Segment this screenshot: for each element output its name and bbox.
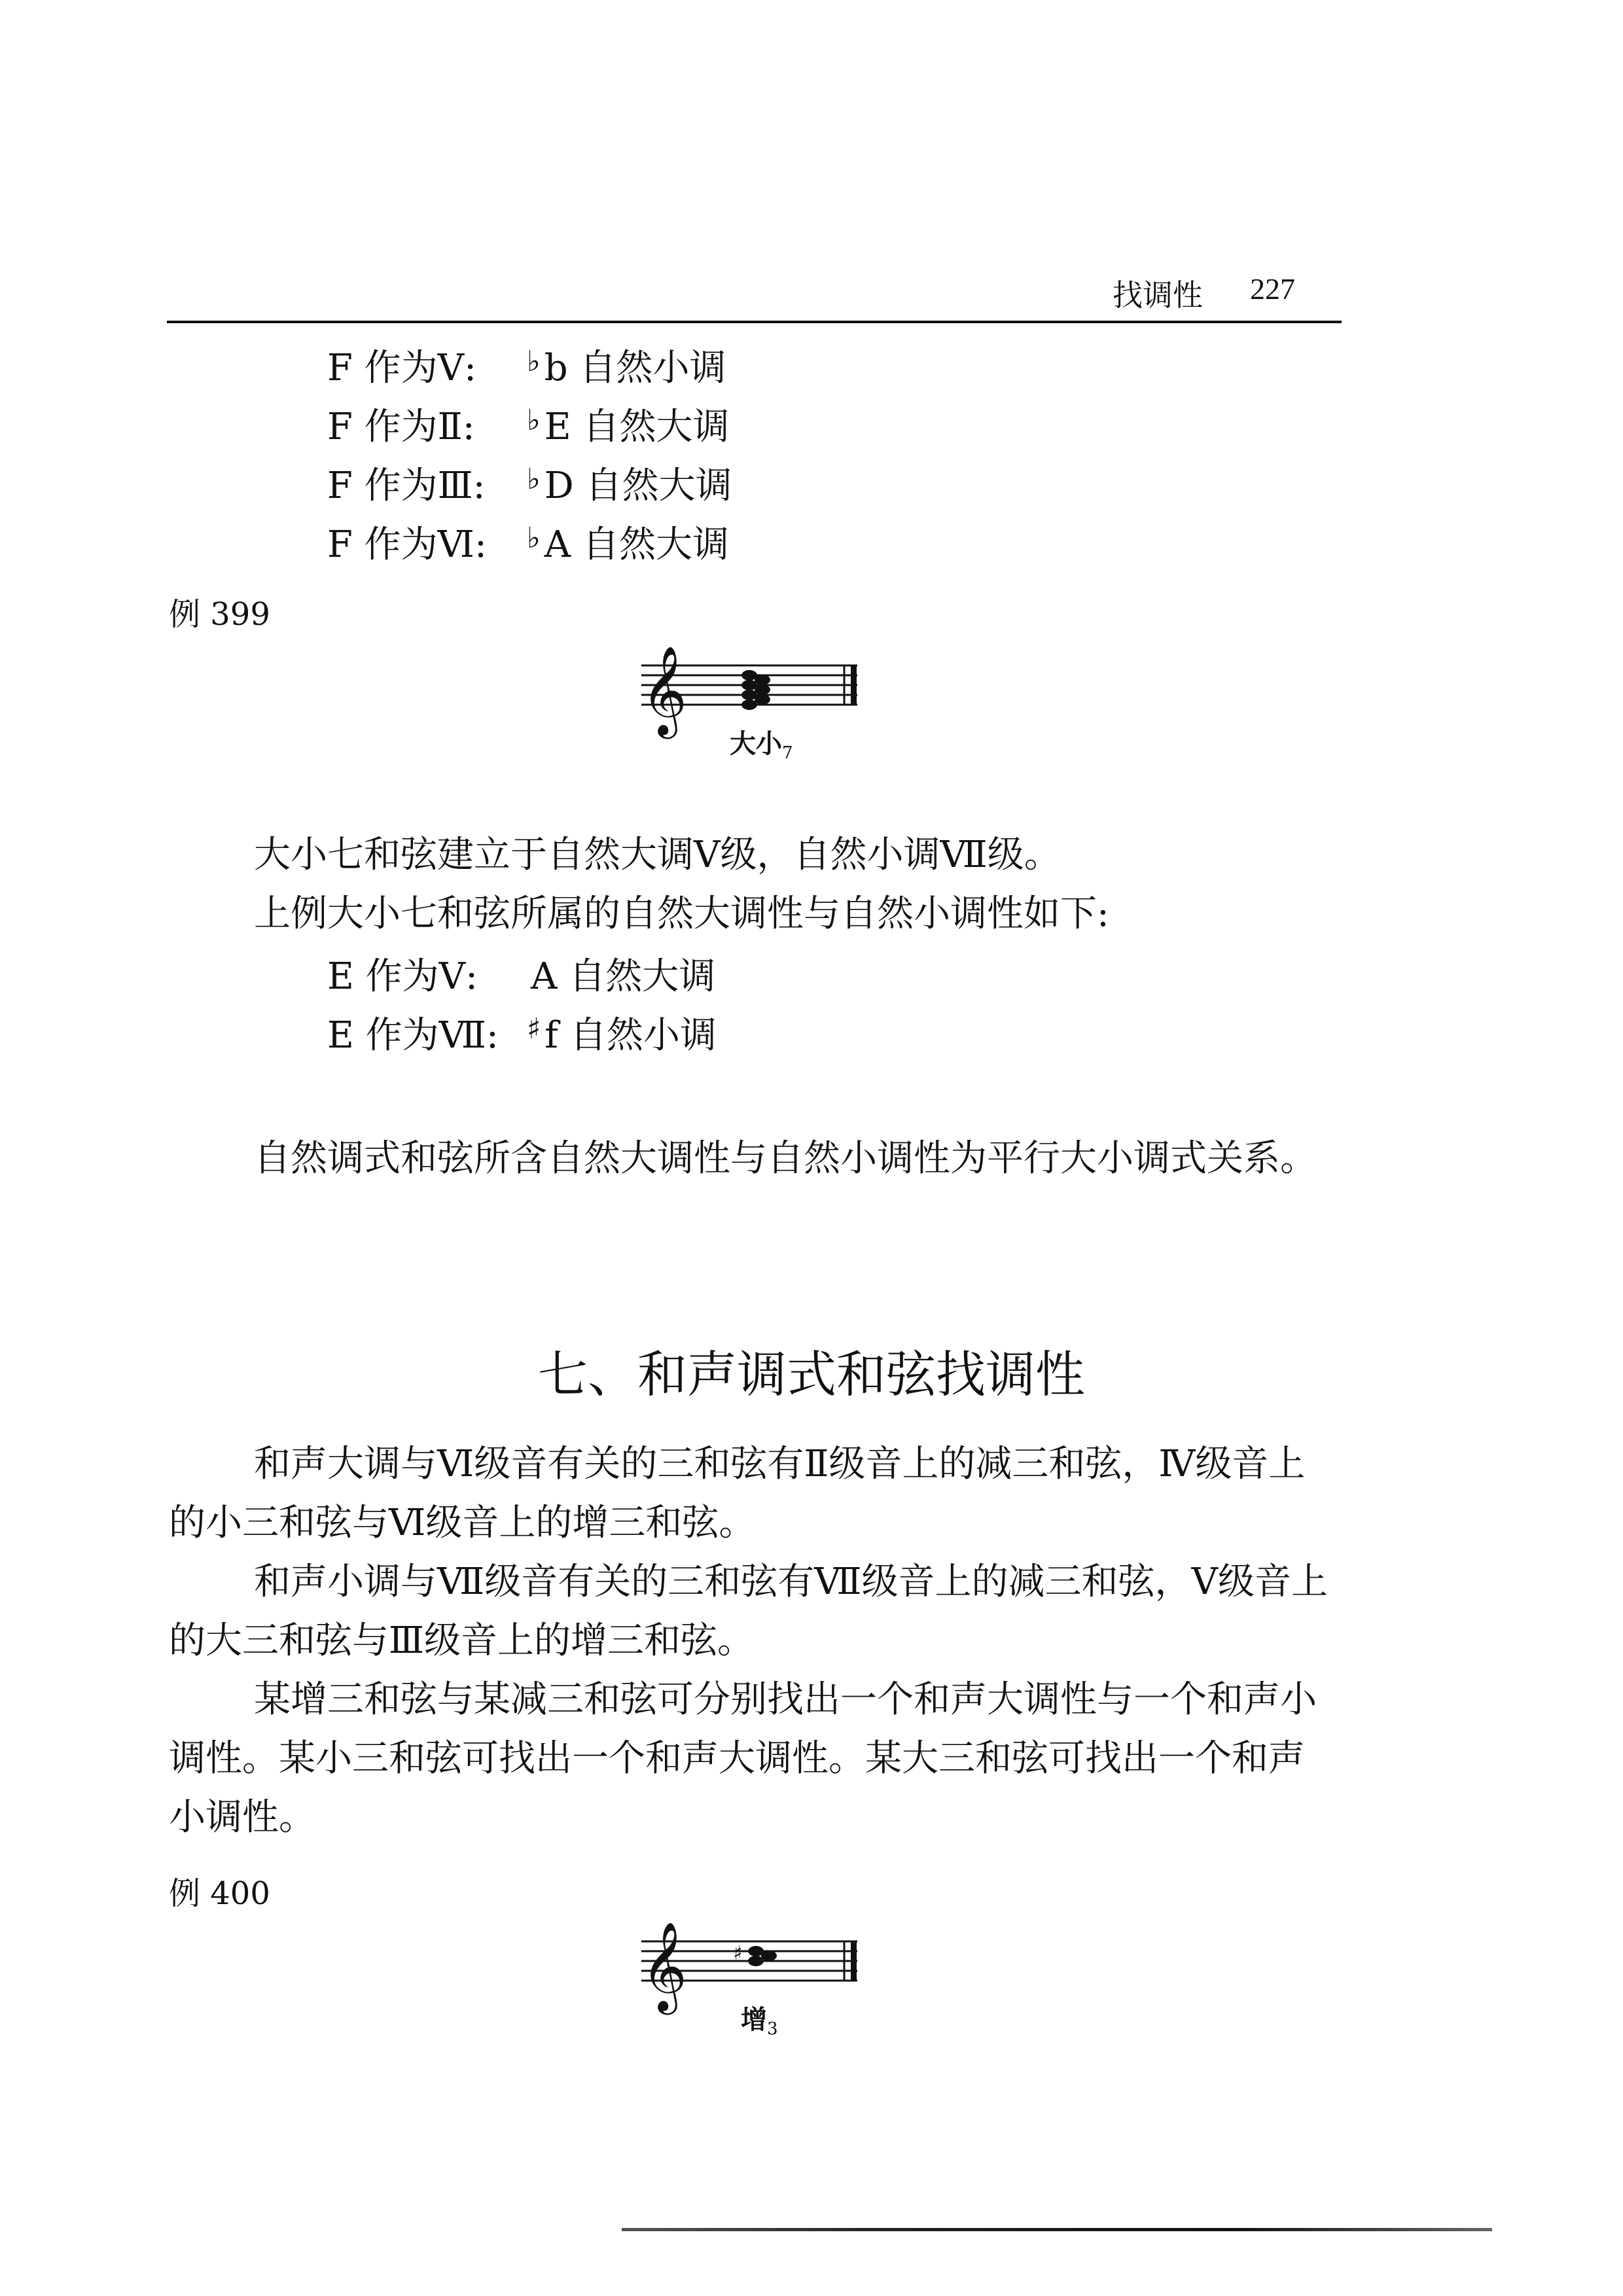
paragraph-line: 和声小调与Ⅶ级音有关的三和弦有Ⅶ级音上的减三和弦，Ⅴ级音上的大三和弦与Ⅲ级音上的增三和弦。 [169, 1561, 1328, 1662]
header-rule [167, 321, 1342, 323]
paragraph-line: 某增三和弦与某减三和弦可分别找出一个和声大调性与一个和声小调性。某小三和弦可找出一个和声大调性。某大三和弦可找出一个和声小调性。 [169, 1678, 1317, 1839]
list-item [327, 457, 732, 509]
list-item-lhs: E 作为Ⅴ: [327, 955, 478, 998]
staff-notation [635, 1907, 864, 2012]
list-item-rhs: b 自然小调 [544, 347, 726, 389]
paragraph [169, 1435, 1340, 1847]
list-item-lhs: F 作为Ⅱ: [327, 406, 475, 448]
list-item-rhs: A 自然大调 [544, 523, 730, 566]
flat-sign: ♭ [527, 521, 541, 555]
list-item-rhs: A 自然大调 [531, 955, 716, 998]
list-item [327, 947, 715, 1000]
chord-notes [748, 1946, 777, 1966]
page-number: 227 [1250, 272, 1295, 306]
paragraph [169, 826, 1340, 944]
list-item-rhs: D 自然大调 [544, 465, 732, 507]
chord-label: 增$_3$ [741, 2004, 778, 2039]
music-staff [635, 631, 864, 736]
list-item-lhs: F 作为Ⅵ: [327, 523, 487, 566]
footer-rule [622, 2228, 1492, 2231]
list-item [327, 1006, 717, 1059]
list-item-lhs: F 作为Ⅴ: [327, 347, 476, 389]
staff-notation [635, 631, 864, 736]
paragraph-line: 上例大小七和弦所属的自然大调性与自然小调性如下: [254, 892, 1109, 935]
flat-sign: ♭ [527, 463, 541, 496]
chord-label: 大小$_7$ [730, 728, 793, 763]
paragraph [169, 1129, 1340, 1188]
list-item [327, 339, 726, 391]
paragraph-line: 大小七和弦建立于自然大调Ⅴ级，自然小调Ⅶ级。 [254, 834, 1061, 876]
treble-clef-icon: 𝄞 [641, 1920, 687, 2011]
chord-notes [741, 670, 770, 710]
list-item-lhs: E 作为Ⅶ: [327, 1014, 499, 1057]
list-item-lhs: F 作为Ⅲ: [327, 465, 486, 507]
paragraph-line: 自然调式和弦所含自然大调性与自然小调性为平行大小调式关系。 [254, 1137, 1317, 1180]
list-item [327, 398, 729, 450]
list-item-rhs: E 自然大调 [544, 406, 730, 448]
section-title: 七、和声调式和弦找调性 [538, 1345, 1085, 1404]
flat-sign: ♭ [527, 345, 541, 378]
sharp-sign: ♯ [527, 1012, 541, 1046]
list-item [327, 516, 729, 568]
sharp-sign-icon: ♯ [733, 1942, 743, 1965]
treble-clef-icon: 𝄞 [641, 645, 687, 735]
flat-sign: ♭ [527, 404, 541, 437]
music-staff [635, 1907, 864, 2012]
paragraph-line: 和声大调与Ⅵ级音有关的三和弦有Ⅱ级音上的减三和弦，Ⅳ级音上的小三和弦与Ⅵ级音上的增三和弦。 [169, 1443, 1306, 1544]
example-label: 例 399 [169, 596, 270, 633]
list-item-rhs: f 自然小调 [544, 1014, 717, 1057]
running-head-title: 找调性 [1113, 277, 1203, 313]
example-label: 例 400 [169, 1875, 270, 1912]
